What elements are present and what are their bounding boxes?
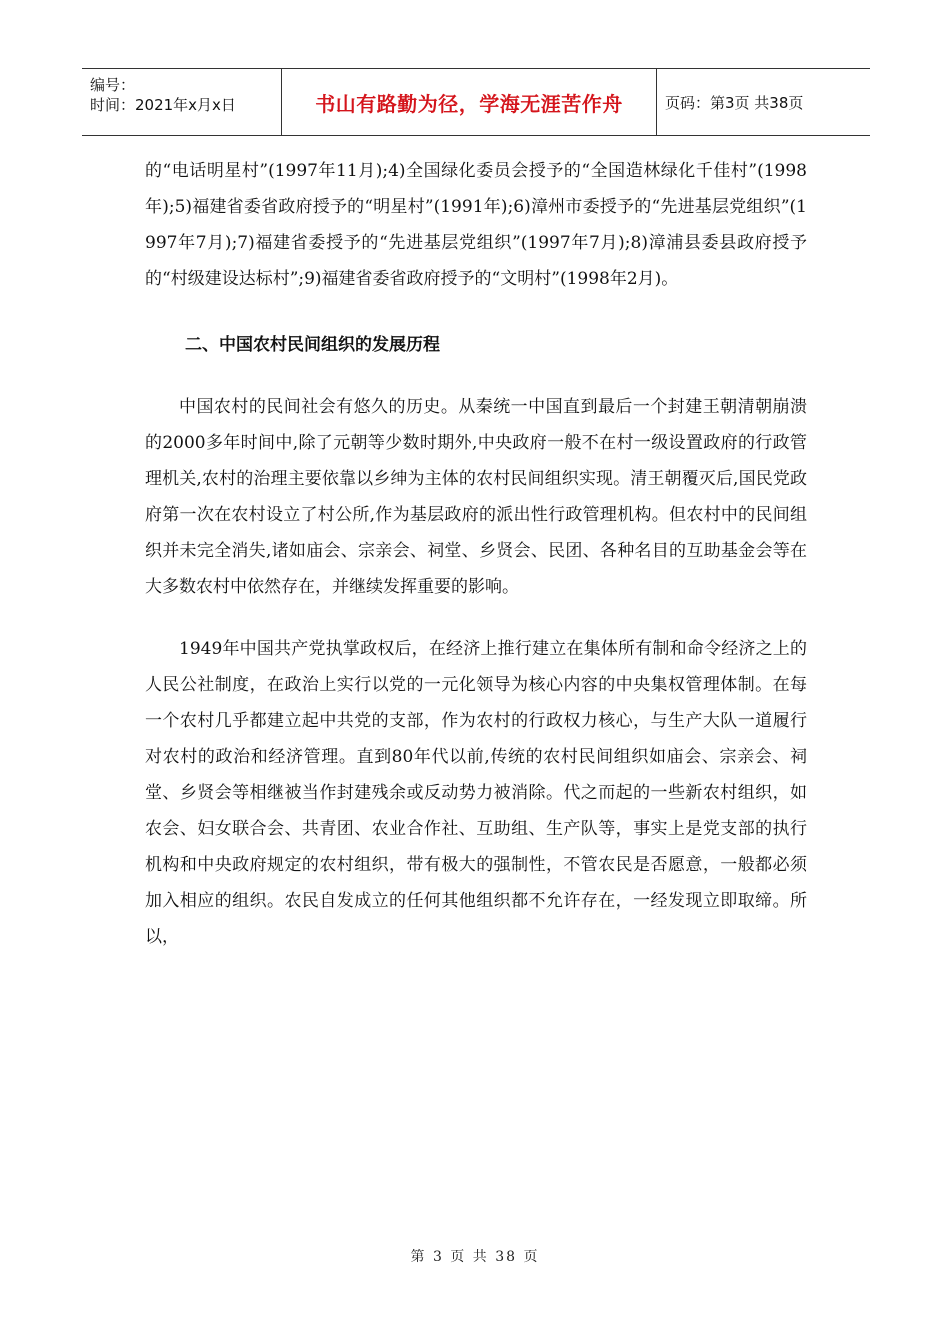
document-body xyxy=(145,153,807,955)
header-page-info: 页码：第3页 共38页 xyxy=(665,93,804,112)
paragraph-awards: 的“电话明星村”(1997年11月);4)全国绿化委员会授予的“全国造林绿化千佳村”(1998年);5)福建省委省政府授予的“明星村”(1991年);6)漳州市委授予的“先进基层党组织”(1997年7月);7)福建省委授予的“先进基层党组织”(1997年7月);8)漳浦县委县政府授予的“村级建设达标村”;9)福建省委省政府授予的“文明村”(1998年2月)。 xyxy=(145,161,807,289)
document-date-label: 时间：2021年x月x日 xyxy=(90,96,236,114)
page-header xyxy=(82,68,870,136)
header-meta xyxy=(82,69,282,135)
header-motto: 书山有路勤为径，学海无涯苦作舟 xyxy=(282,69,657,135)
document-number-label: 编号： xyxy=(90,76,136,94)
page-footer: 第 3 页 共 38 页 xyxy=(410,1249,540,1265)
paragraph-1949: 1949年中国共产党执掌政权后，在经济上推行建立在集体所有制和命令经济之上的人民公社制度，在政治上实行以党的一元化领导为核心内容的中央集权管理体制。在每一个农村几乎都建立起中共党的支部，作为农村的行政权力核心，与生产大队一道履行对农村的政治和经济管理。直到80年代以前,传统的农村民间组织如庙会、宗亲会、祠堂、乡贤会等相继被当作封建残余或反动势力被消除。代之而起的一些新农村组织，如农会、妇女联合会、共青团、农业合作社、互助组、生产队等，事实上是党支部的执行机构和中央政府规定的农村组织，带有极大的强制性，不管农民是否愿意，一般都必须加入相应的组织。农民自发成立的任何其他组织都不允许存在，一经发现立即取缔。所以， xyxy=(145,639,807,947)
section-heading: 二、中国农村民间组织的发展历程 xyxy=(185,335,440,355)
paragraph-history: 中国农村的民间社会有悠久的历史。从秦统一中国直到最后一个封建王朝清朝崩溃的2000多年时间中,除了元朝等少数时期外,中央政府一般不在村一级设置政府的行政管理机关,农村的治理主要依靠以乡绅为主体的农村民间组织实现。清王朝覆灭后,国民党政府第一次在农村设立了村公所,作为基层政府的派出性行政管理机构。但农村中的民间组织并未完全消失,诸如庙会、宗亲会、祠堂、乡贤会、民团、各种名目的互助基金会等在大多数农村中依然存在，并继续发挥重要的影响。 xyxy=(145,397,807,597)
